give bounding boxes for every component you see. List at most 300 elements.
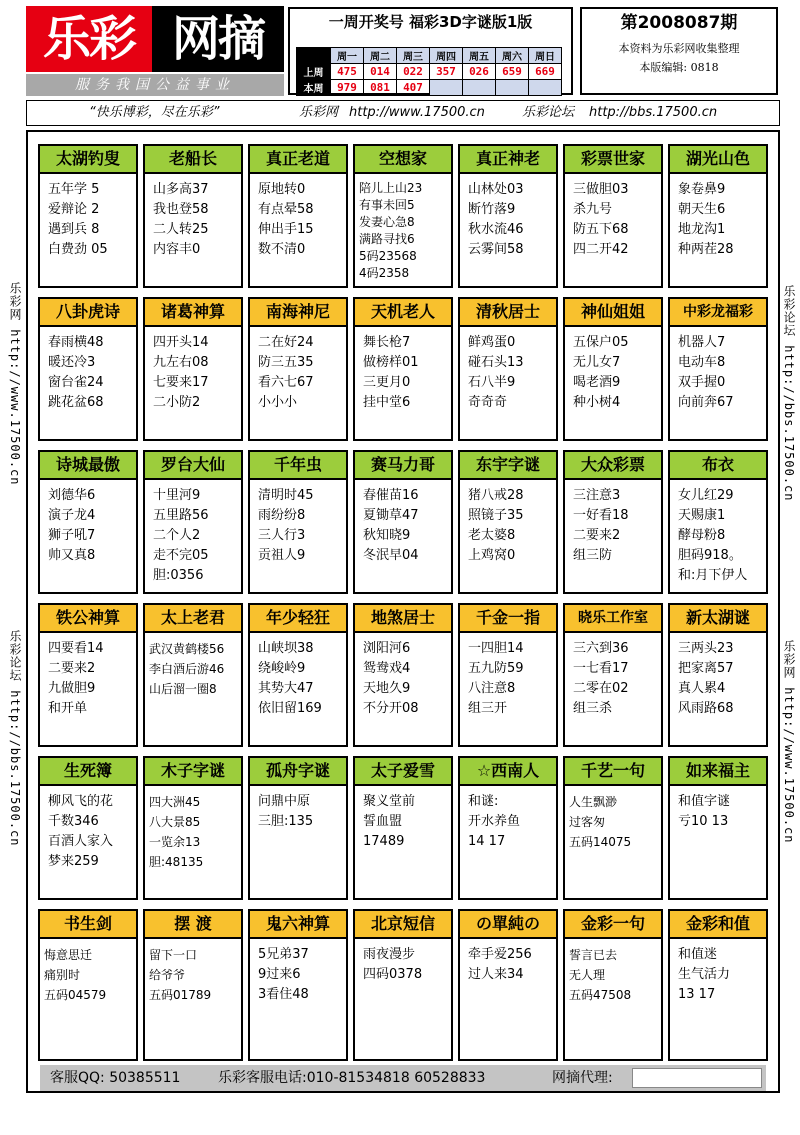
logo-text-right: 网摘 [152, 6, 284, 72]
forecast-lines [670, 633, 766, 723]
forecast-line: 刘德华6 [48, 488, 96, 503]
forecast-line: 五里路56 [153, 508, 209, 523]
agent-field [632, 1068, 762, 1088]
forecast-line: 组三开 [468, 701, 508, 716]
forecaster-name: 北京短信 [355, 911, 451, 939]
forecast-line: 地龙沟1 [678, 222, 726, 237]
forecaster-name: 铁公神算 [40, 605, 136, 633]
forecast-lines [565, 327, 661, 417]
forecast-lines [670, 939, 766, 1009]
forecaster-card [563, 450, 663, 594]
forecast-line: 挂中堂6 [363, 395, 411, 410]
forecaster-card [143, 450, 243, 594]
forecaster-card [353, 756, 453, 900]
forecaster-name: 彩票世家 [565, 146, 661, 174]
forecast-lines [355, 633, 451, 723]
forecaster-name: 真正老道 [250, 146, 346, 174]
forecast-line: 四码0378 [363, 967, 423, 982]
forecast-lines [565, 480, 661, 570]
forecaster-name: 太子爱雪 [355, 758, 451, 786]
forecast-line: 五码14075 [569, 835, 632, 849]
forecaster-name: 木子字谜 [145, 758, 241, 786]
forecast-lines [670, 786, 766, 836]
forecaster-name: 摆 渡 [145, 911, 241, 939]
logo-text-left: 乐彩 [26, 6, 152, 72]
forecaster-card [353, 909, 453, 1061]
draw-number: 022 [397, 64, 430, 80]
forecaster-name: 罗台大仙 [145, 452, 241, 480]
draw-number: 979 [331, 80, 364, 96]
editor-note: 本版编辑: 0818 [639, 61, 719, 74]
forecast-line: 照镜子35 [468, 508, 524, 523]
day-label: 周五 [463, 48, 496, 64]
forecast-line: 胆:48135 [149, 855, 204, 869]
forecast-line: 三六到36 [573, 641, 629, 656]
forecaster-name: 诸葛神算 [145, 299, 241, 327]
forecast-line: 天地久9 [363, 681, 411, 696]
forecast-line: 9过来6 [258, 967, 301, 982]
forecast-lines [460, 786, 556, 856]
forecast-line: 碰石头13 [468, 355, 524, 370]
draw-results-table [296, 47, 562, 96]
forecast-lines [460, 174, 556, 264]
forecast-lines [250, 939, 346, 1009]
draw-number: 081 [364, 80, 397, 96]
forecast-line: 和值字谜 [678, 794, 731, 809]
slogan-bar [26, 100, 780, 126]
forecaster-card [668, 909, 768, 1061]
forecaster-name: の單純の [460, 911, 556, 939]
forecast-lines [250, 480, 346, 570]
forecast-line: 狮子吼7 [48, 528, 96, 543]
forecast-line: 鲜鸡蛋0 [468, 335, 516, 350]
forecast-line: 三胆:135 [258, 814, 314, 829]
forecast-line: 山峡坝38 [258, 641, 314, 656]
forecast-line: 五码47508 [569, 988, 632, 1002]
forecaster-card [668, 144, 768, 288]
day-label: 周四 [430, 48, 463, 64]
forecast-line: 留下一口 [149, 948, 198, 962]
forecast-lines [145, 327, 241, 417]
forecaster-name: 如来福主 [670, 758, 766, 786]
draw-number: 357 [430, 64, 463, 80]
forecast-line: 八大景85 [149, 815, 201, 829]
forecast-lines [670, 174, 766, 264]
forecast-line: 天赐康1 [678, 508, 726, 523]
forecast-line: 三人行3 [258, 528, 306, 543]
forecast-line: 暖还冷3 [48, 355, 96, 370]
forecaster-name: 八卦虎诗 [40, 299, 136, 327]
forecaster-card [248, 450, 348, 594]
forecast-line: 遇到兵 8 [48, 222, 100, 237]
forecast-lines [565, 633, 661, 723]
forecast-line: 走不完05 [153, 548, 209, 563]
forecaster-card [458, 297, 558, 441]
forecast-line: 无儿女7 [573, 355, 621, 370]
forecaster-name: 赛马力哥 [355, 452, 451, 480]
corner-cell [297, 48, 331, 64]
forecast-lines [565, 786, 661, 856]
forecast-line: 和谜: [468, 794, 499, 809]
forecast-lines [40, 327, 136, 417]
forecast-lines [250, 327, 346, 417]
forecast-line: 三两头23 [678, 641, 734, 656]
forecast-line: 誓言已去 [569, 948, 618, 962]
forecast-line: 二要来2 [573, 528, 621, 543]
forecaster-card [143, 756, 243, 900]
forecaster-name: 真正神老 [460, 146, 556, 174]
forecast-line: 一览余13 [149, 835, 201, 849]
forecast-line: 向前奔67 [678, 395, 734, 410]
draw-number: 669 [529, 64, 562, 80]
forecast-line: 老太婆8 [468, 528, 516, 543]
forecast-lines [145, 786, 241, 876]
forecaster-card [563, 603, 663, 747]
forecast-grid [26, 130, 780, 1093]
forecast-line: 百酒人家入 [48, 834, 114, 849]
forecast-line: 二小防2 [153, 395, 201, 410]
forecast-line: 机器人7 [678, 335, 726, 350]
forecaster-card [458, 603, 558, 747]
forecast-line: 满路寻找6 [359, 232, 415, 246]
forecast-line: 女儿红29 [678, 488, 734, 503]
forecaster-card [143, 144, 243, 288]
forecast-line: 四二开42 [573, 242, 629, 257]
forecaster-name: 书生剑 [40, 911, 136, 939]
forecaster-card [458, 144, 558, 288]
forecast-line: 九做胆9 [48, 681, 96, 696]
forecast-line: 一四胆14 [468, 641, 524, 656]
forecaster-card [353, 450, 453, 594]
forecast-line: 内容丰0 [153, 242, 201, 257]
forecast-lines [145, 633, 241, 703]
forecast-line: 八注意8 [468, 681, 516, 696]
forecast-line: 胆:0356 [153, 568, 204, 583]
forecaster-card [38, 297, 138, 441]
forecast-line: 清明时45 [258, 488, 314, 503]
forecast-line: 5码23568 [359, 249, 417, 263]
forecaster-name: 年少轻狂 [250, 605, 346, 633]
forecast-line: 过客匆 [569, 815, 606, 829]
forecast-line: 电动车8 [678, 355, 726, 370]
forecast-line: 做榜样01 [363, 355, 419, 370]
forecast-lines [670, 480, 766, 590]
forecaster-name: 布衣 [670, 452, 766, 480]
forecaster-card [563, 144, 663, 288]
draw-number [430, 80, 463, 96]
forecast-line: 断竹落9 [468, 202, 516, 217]
forecaster-card [38, 909, 138, 1061]
forecast-lines [460, 633, 556, 723]
forecaster-name: 孤舟字谜 [250, 758, 346, 786]
forecaster-card [248, 909, 348, 1061]
customer-service-phone: 乐彩客服电话:010-81534818 60528833 [218, 1070, 486, 1086]
forecast-line: 秋知晓9 [363, 528, 411, 543]
forecast-line: 人生飘渺 [569, 795, 618, 809]
forecast-line: 无人理 [569, 968, 606, 982]
side-forum-left: 乐彩论坛 http://bbs.17500.cn [8, 630, 22, 847]
forecast-line: 悔意思迁 [44, 948, 93, 962]
draw-number [463, 80, 496, 96]
forecaster-name: 诗城最傲 [40, 452, 136, 480]
forecast-line: 和值迷 [678, 947, 718, 962]
forecast-line: 风雨路68 [678, 701, 734, 716]
this-week-row [297, 80, 562, 96]
forecast-line: 白费劲 05 [48, 242, 108, 257]
forecast-line: 武汉黄鹤楼56 [149, 642, 225, 656]
forecast-line: 牵手爱256 [468, 947, 532, 962]
forecast-line: 四大洲45 [149, 795, 201, 809]
forecaster-name: 太湖钓叟 [40, 146, 136, 174]
site-link[interactable]: http://www.17500.cn [349, 105, 485, 120]
agent-label: 网摘代理: [552, 1070, 613, 1086]
forecaster-name: 千年虫 [250, 452, 346, 480]
forecast-line: 演子龙4 [48, 508, 96, 523]
forecast-line: 组三防 [573, 548, 613, 563]
forecast-line: 雨纷纷8 [258, 508, 306, 523]
forecaster-card [248, 603, 348, 747]
forecast-line: 春催苗16 [363, 488, 419, 503]
forecast-line: 四开头14 [153, 335, 209, 350]
issue-title: 一周开奖号 福彩3D字谜版1版 [328, 13, 533, 31]
forecast-line: 开水养鱼 [468, 814, 521, 829]
forecaster-name: 晓乐工作室 [565, 605, 661, 633]
footer-bar [40, 1065, 766, 1091]
forecaster-name: 天机老人 [355, 299, 451, 327]
forecast-line: 七要来17 [153, 375, 209, 390]
site-label: 乐彩网 [299, 105, 339, 120]
forecaster-card [143, 603, 243, 747]
forecast-line: 真人累4 [678, 681, 726, 696]
draw-number: 014 [364, 64, 397, 80]
forecast-line: 二在好24 [258, 335, 314, 350]
forecast-line: 其势大47 [258, 681, 314, 696]
side-site-right: 乐彩网 http://www.17500.cn [782, 640, 796, 844]
forecast-line: 三做胆03 [573, 182, 629, 197]
forecaster-card [353, 144, 453, 288]
forecast-lines [40, 480, 136, 570]
forecaster-name: 千艺一句 [565, 758, 661, 786]
forecast-line: 五码04579 [44, 988, 107, 1002]
forecast-line: 数不清0 [258, 242, 306, 257]
forecast-line: 我也登58 [153, 202, 209, 217]
forecaster-name: 老船长 [145, 146, 241, 174]
forecaster-card [38, 144, 138, 288]
forecast-line: 种两茬28 [678, 242, 734, 257]
forecaster-name: 神仙姐姐 [565, 299, 661, 327]
forecast-line: 跳花盆68 [48, 395, 104, 410]
forecast-line: 绕峻岭9 [258, 661, 306, 676]
forecast-lines [145, 480, 241, 590]
forecaster-card [668, 450, 768, 594]
forecast-line: 亏10 13 [678, 814, 729, 829]
forecaster-name: 金彩和值 [670, 911, 766, 939]
forecast-line: 三更月0 [363, 375, 411, 390]
forecaster-name: 清秋居士 [460, 299, 556, 327]
forecast-line: 防五下68 [573, 222, 629, 237]
forecast-line: 二要来2 [48, 661, 96, 676]
forecast-lines [460, 327, 556, 417]
forecast-line: 看六七67 [258, 375, 314, 390]
forecast-lines [40, 786, 136, 876]
forecast-line: 五码01789 [149, 988, 212, 1002]
forecaster-card [248, 297, 348, 441]
forecaster-name: ☆西南人 [460, 758, 556, 786]
forecast-line: 杀九号 [573, 202, 613, 217]
forecast-line: 五九防59 [468, 661, 524, 676]
logo [26, 6, 284, 94]
forecaster-card [458, 756, 558, 900]
forecast-line: 云雾间58 [468, 242, 524, 257]
draw-results-box [288, 7, 573, 95]
forecaster-card [563, 909, 663, 1061]
forecast-line: 二人转25 [153, 222, 209, 237]
day-label: 周三 [397, 48, 430, 64]
forecast-line: 痛别时 [44, 968, 81, 982]
forecaster-card [458, 909, 558, 1061]
forecast-line: 双手握0 [678, 375, 726, 390]
forecast-line: 原地转0 [258, 182, 306, 197]
forecast-line: 朝天生6 [678, 202, 726, 217]
forecaster-card [668, 297, 768, 441]
forecast-line: 李白酒后游46 [149, 662, 225, 676]
forecast-line: 鸳鸯戏4 [363, 661, 411, 676]
forecast-line: 舞长枪7 [363, 335, 411, 350]
forecast-line: 和:月下伊人 [678, 568, 748, 583]
forecast-line: 十里河9 [153, 488, 201, 503]
forecast-line: 和开单 [48, 701, 88, 716]
forecast-line: 誓血盟 [363, 814, 403, 829]
forecaster-name: 鬼六神算 [250, 911, 346, 939]
forecast-lines [250, 174, 346, 264]
forum-label: 乐彩论坛 [522, 105, 575, 120]
forecast-line: 浏阳河6 [363, 641, 411, 656]
forecaster-card [143, 909, 243, 1061]
draw-number [529, 80, 562, 96]
forecast-line: 过人来34 [468, 967, 524, 982]
forum-link[interactable]: http://bbs.17500.cn [589, 105, 718, 120]
draw-number [496, 80, 529, 96]
forecast-line: 一七看17 [573, 661, 629, 676]
forecast-line: 陪儿上山23 [359, 181, 423, 195]
day-label: 周日 [529, 48, 562, 64]
forecast-line: 贡祖人9 [258, 548, 306, 563]
forecast-line: 小小小 [258, 395, 298, 410]
forecaster-card [563, 756, 663, 900]
forecast-line: 窗台雀24 [48, 375, 104, 390]
forecast-line: 千数346 [48, 814, 99, 829]
side-forum-right-top: 乐彩论坛 http://bbs.17500.cn [782, 285, 796, 502]
forecaster-name: 南海神尼 [250, 299, 346, 327]
forecaster-name: 东宇字谜 [460, 452, 556, 480]
forecast-line: 胆码918。 [678, 548, 742, 563]
day-label: 周六 [496, 48, 529, 64]
forecast-line: 山后溜一圈8 [149, 682, 217, 696]
forecaster-card [353, 297, 453, 441]
draw-number: 026 [463, 64, 496, 80]
this-week-label: 本周 [297, 80, 331, 96]
forecaster-name: 生死簿 [40, 758, 136, 786]
forecast-lines [250, 786, 346, 836]
forecaster-name: 地煞居士 [355, 605, 451, 633]
last-week-row [297, 64, 562, 80]
forecast-line: 有事未回5 [359, 198, 415, 212]
forecaster-name: 太上老君 [145, 605, 241, 633]
last-week-label: 上周 [297, 64, 331, 80]
forecast-line: 17489 [363, 834, 405, 849]
forecaster-card [143, 297, 243, 441]
forecast-lines [355, 327, 451, 417]
forecast-line: 不分开08 [363, 701, 419, 716]
forecast-lines [565, 939, 661, 1009]
forecast-line: 聚义堂前 [363, 794, 416, 809]
forecast-line: 九左右08 [153, 355, 209, 370]
forecaster-card [38, 756, 138, 900]
forecast-line: 冬泯早04 [363, 548, 419, 563]
forecaster-name: 千金一指 [460, 605, 556, 633]
forecaster-name: 中彩龙福彩 [670, 299, 766, 327]
day-label: 周二 [364, 48, 397, 64]
slogan-quote: “快乐博彩，尽在乐彩” [89, 105, 220, 120]
forecast-lines [40, 633, 136, 723]
forecast-line: 把家离57 [678, 661, 734, 676]
forecast-lines [355, 480, 451, 570]
forecaster-name: 金彩一句 [565, 911, 661, 939]
forecast-line: 二零在02 [573, 681, 629, 696]
forecast-line: 5兄弟37 [258, 947, 309, 962]
forecast-line: 发妻心急8 [359, 215, 415, 229]
forecast-line: 3看住48 [258, 987, 309, 1002]
source-note: 本资料为乐彩网收集整理 [618, 42, 740, 55]
forecast-lines [460, 939, 556, 989]
forecast-line: 帅又真8 [48, 548, 96, 563]
forecaster-card [248, 756, 348, 900]
forecast-lines [40, 939, 136, 1009]
forecast-line: 山多高37 [153, 182, 209, 197]
day-header-row [297, 48, 562, 64]
draw-number: 407 [397, 80, 430, 96]
forecast-line: 梦来259 [48, 854, 99, 869]
forecast-line: 春雨横48 [48, 335, 104, 350]
forecast-line: 4码2358 [359, 266, 410, 280]
forecast-lines [40, 174, 136, 264]
draw-number: 475 [331, 64, 364, 80]
forecaster-card [38, 450, 138, 594]
forecast-line: 夏锄草47 [363, 508, 419, 523]
forecast-line: 喝老酒9 [573, 375, 621, 390]
forecast-line: 二个人2 [153, 528, 201, 543]
forecaster-card [668, 603, 768, 747]
forecaster-card [38, 603, 138, 747]
forecast-line: 防三五35 [258, 355, 314, 370]
forecast-line: 上鸡窝0 [468, 548, 516, 563]
forecast-line: 四要看14 [48, 641, 104, 656]
forecast-line: 依旧留169 [258, 701, 322, 716]
forecast-line: 种小树4 [573, 395, 621, 410]
forecast-lines [355, 939, 451, 989]
forecast-line: 五年学 5 [48, 182, 100, 197]
forecast-line: 爱辩论 2 [48, 202, 100, 217]
forecaster-name: 新太湖谜 [670, 605, 766, 633]
forecast-line: 雨夜漫步 [363, 947, 416, 962]
customer-service-qq: 客服QQ: 50385511 [50, 1070, 181, 1086]
forecast-line: 猪八戒28 [468, 488, 524, 503]
forecaster-card [248, 144, 348, 288]
forecaster-name: 大众彩票 [565, 452, 661, 480]
forecast-line: 山林处03 [468, 182, 524, 197]
forecaster-card [458, 450, 558, 594]
side-site-left: 乐彩网 http://www.17500.cn [8, 282, 22, 486]
